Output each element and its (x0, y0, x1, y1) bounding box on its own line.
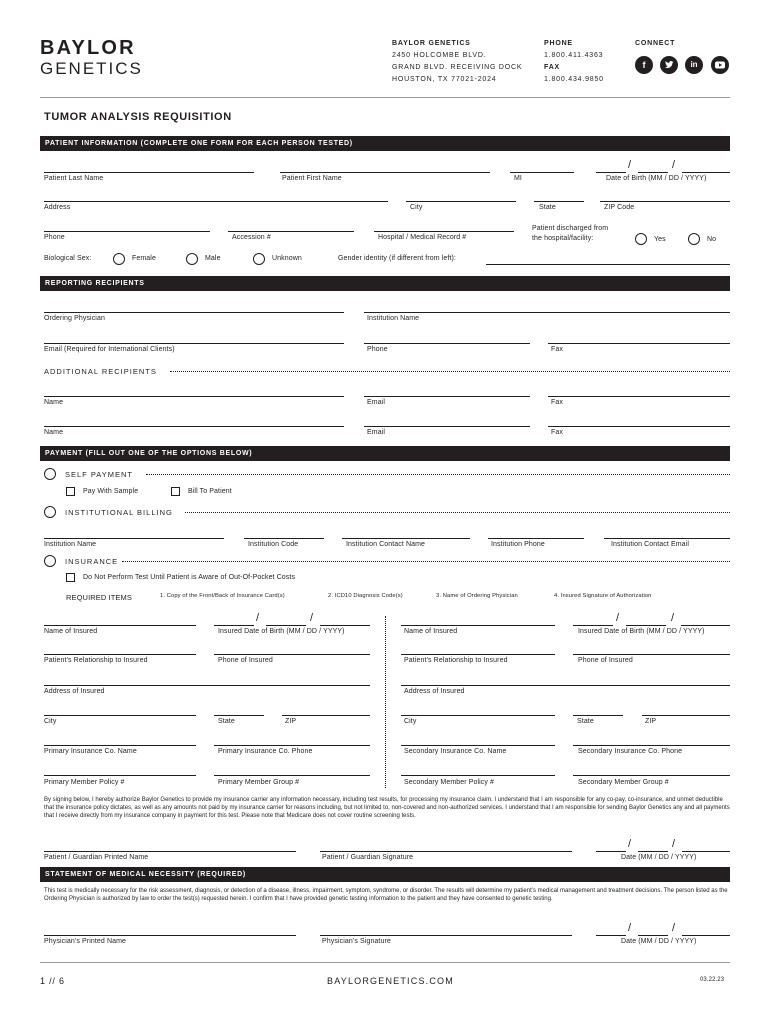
dob-dd-line[interactable] (638, 172, 668, 173)
first-name-label: Patient First Name (282, 175, 342, 182)
facebook-icon[interactable]: f (635, 56, 653, 74)
discharged-no-radio[interactable] (688, 233, 700, 245)
insurance-dots (122, 561, 730, 562)
add-email-2-label: Email (367, 429, 386, 436)
hospital-record-label: Hospital / Medical Record # (378, 234, 467, 241)
secondary-co-name-line[interactable] (401, 745, 555, 746)
s-zip-line[interactable] (642, 715, 730, 716)
p-state-line[interactable] (214, 715, 264, 716)
inst-phone-label: Institution Phone (491, 541, 545, 548)
address-line2: GRAND BLVD. RECEIVING DOCK (392, 64, 523, 71)
p-insured-dob-label: Insured Date of Birth (MM / DD / YYYY) (218, 628, 345, 635)
connect-title: CONNECT (635, 40, 676, 47)
last-name-line[interactable] (44, 172, 254, 173)
required-item-3: 3. Name of Ordering Physician (436, 593, 518, 599)
physician-sig-line[interactable] (320, 935, 572, 936)
reporting-fax-line[interactable] (548, 343, 730, 344)
brand-logo-line1: BAYLOR (40, 37, 136, 59)
secondary-group-line[interactable] (573, 775, 730, 776)
date-slash: / (628, 922, 632, 934)
institution-name-label: Institution Name (367, 315, 420, 322)
female-radio[interactable] (113, 253, 125, 265)
dob-label: Date of Birth (MM / DD / YYYY) (606, 175, 707, 182)
brand-logo-line2: GENETICS (40, 59, 143, 78)
form-title: TUMOR ANALYSIS REQUISITION (44, 111, 232, 123)
inst-email-line[interactable] (604, 538, 730, 539)
male-label: Male (205, 255, 221, 262)
s-insured-dob-mm-line[interactable] (573, 625, 613, 626)
p-insured-dob-dd-line[interactable] (266, 625, 306, 626)
add-fax-1-label: Fax (551, 399, 563, 406)
dob-mm-line[interactable] (596, 172, 626, 173)
primary-group-line[interactable] (214, 775, 370, 776)
patient-section-header: PATIENT INFORMATION (COMPLETE ONE FORM FOR EACH PERSON TESTED) (40, 136, 730, 151)
s-insured-dob-dd-line[interactable] (626, 625, 666, 626)
guardian-date-mm-line[interactable] (596, 851, 626, 852)
male-radio[interactable] (186, 253, 198, 265)
female-label: Female (132, 255, 156, 262)
address-block (392, 38, 522, 86)
gender-identity-line[interactable] (486, 264, 730, 265)
institutional-billing-label: INSTITUTIONAL BILLING (65, 508, 173, 517)
insurance-radio[interactable] (44, 555, 56, 567)
guardian-name-line[interactable] (44, 851, 296, 852)
s-relationship-label: Patient’s Relationship to Insured (404, 657, 508, 664)
primary-co-name-line[interactable] (44, 745, 196, 746)
email-intl-line[interactable] (44, 343, 344, 344)
required-item-4: 4. Insured Signature of Authorization (554, 593, 652, 599)
guardian-sig-label: Patient / Guardian Signature (322, 854, 414, 861)
p-dob-slash: / (310, 612, 314, 624)
required-item-1: 1. Copy of the Front/Back of Insurance Card(s) (160, 593, 285, 599)
inst-contact-label: Institution Contact Name (346, 541, 426, 548)
address-label: Address (44, 204, 71, 211)
add-email-1-line[interactable] (364, 396, 530, 397)
inst-contact-line[interactable] (342, 538, 470, 539)
self-payment-dots (146, 474, 730, 475)
inst-name-line[interactable] (44, 538, 224, 539)
zip-line[interactable] (600, 201, 730, 202)
accession-label: Accession # (232, 234, 271, 241)
phone-block (544, 38, 604, 86)
p-relationship-label: Patient’s Relationship to Insured (44, 657, 148, 664)
date-slash: / (628, 838, 632, 850)
do-not-perform-label: Do Not Perform Test Until Patient is Aware of Out-Of-Pocket Costs (83, 574, 296, 581)
secondary-co-phone-line[interactable] (573, 745, 730, 746)
ordering-physician-line[interactable] (44, 312, 344, 313)
phone-number: 1.800.411.4363 (544, 52, 604, 59)
city-label: City (410, 204, 423, 211)
physician-name-line[interactable] (44, 935, 296, 936)
fax-number: 1.800.434.9850 (544, 76, 604, 83)
accession-line[interactable] (228, 231, 354, 232)
guardian-name-label: Patient / Guardian Printed Name (44, 854, 149, 861)
no-label: No (707, 236, 717, 243)
p-phone-insured-label: Phone of Insured (218, 657, 273, 664)
p-name-insured-label: Name of Insured (44, 628, 98, 635)
add-name-2-label: Name (44, 429, 64, 436)
necessity-section-header: STATEMENT OF MEDICAL NECESSITY (REQUIRED) (40, 867, 730, 882)
p-state-label: State (218, 718, 235, 725)
secondary-policy-line[interactable] (401, 775, 555, 776)
unknown-label: Unknown (272, 255, 302, 262)
add-fax-2-line[interactable] (548, 426, 730, 427)
p-relationship-line[interactable] (44, 654, 196, 655)
add-name-1-line[interactable] (44, 396, 344, 397)
hospital-record-line[interactable] (374, 231, 514, 232)
reporting-section-header: REPORTING RECIPIENTS (40, 276, 730, 291)
additional-dots (170, 371, 730, 372)
header-divider (40, 97, 730, 98)
add-name-1-label: Name (44, 399, 64, 406)
secondary-co-phone-label: Secondary Insurance Co. Phone (578, 748, 683, 755)
inst-email-label: Institution Contact Email (611, 541, 689, 548)
phone-label: Phone (44, 234, 65, 241)
mi-label: MI (514, 175, 522, 182)
do-not-perform-checkbox[interactable] (66, 573, 75, 582)
discharged-label-2: the hospital/facility: (532, 235, 594, 242)
page-number: 1 // 6 (40, 976, 65, 986)
p-address-insured-line[interactable] (44, 685, 370, 686)
dob-yyyy-line[interactable] (682, 172, 730, 173)
physician-sig-label: Physician’s Signature (322, 938, 391, 945)
p-city-line[interactable] (44, 715, 196, 716)
necessity-text: This test is medically necessary for the risk assessment, diagnosis, or detection of a disease, illness, impairment, symptom, syndrome, or disorder. The results will determine my patient’s medical management and treatment decisions. The person listed as the Ordering Physician is authorized by law to order the test(s) requested herein. I confirm that I have provided genetic testing information to the patient and they have consented to genetic testing. (44, 888, 728, 902)
p-zip-label: ZIP (285, 718, 297, 725)
dob-slash: / (628, 159, 632, 171)
guardian-date-yyyy-line[interactable] (682, 851, 730, 852)
primary-group-label: Primary Member Group # (218, 779, 300, 786)
p-city-label: City (44, 718, 57, 725)
physician-date-dd-line[interactable] (638, 935, 668, 936)
date-slash: / (672, 922, 676, 934)
last-name-label: Patient Last Name (44, 175, 104, 182)
s-address-insured-line[interactable] (401, 685, 730, 686)
add-email-2-line[interactable] (364, 426, 530, 427)
secondary-group-label: Secondary Member Group # (578, 779, 669, 786)
address-line3: HOUSTON, TX 77021-2024 (392, 76, 497, 83)
discharged-label-1: Patient discharged from (532, 225, 609, 232)
s-dob-slash: / (671, 612, 675, 624)
first-name-line[interactable] (280, 172, 490, 173)
self-payment-radio[interactable] (44, 468, 56, 480)
insurance-column-divider (385, 616, 386, 788)
s-insured-dob-yyyy-line[interactable] (681, 625, 730, 626)
p-zip-line[interactable] (282, 715, 370, 716)
inst-code-label: Institution Code (248, 541, 299, 548)
s-state-line[interactable] (573, 715, 623, 716)
dob-slash: / (672, 159, 676, 171)
secondary-policy-label: Secondary Member Policy # (404, 779, 495, 786)
address-title: BAYLOR GENETICS (392, 40, 471, 47)
s-name-insured-line[interactable] (401, 625, 555, 626)
guardian-date-label: Date (MM / DD / YYYY) (621, 854, 697, 861)
state-label: State (539, 204, 556, 211)
institutional-billing-radio[interactable] (44, 506, 56, 518)
fax-title: FAX (544, 64, 561, 71)
authorization-text: By signing below, I hereby authorize Baylor Genetics to provide my insurance carrier any information necessary, including test results, for processing my insurance claim. I understand that I am responsible for any co-pay, co-insurance, and unmet deductible that the insurance policy dictates, as well as any amounts not paid by my insurance carrier for reasons including, but not limited to, non-covered and non-authorized services. I understand that I am responsible for sending Baylor Genetics any and all payments that I receive directly from my insurance company in payment for this test. Please note that Medicare does not cover routine screening tests. (44, 797, 730, 819)
address-line1: 2450 HOLCOMBE BLVD. (392, 52, 487, 59)
primary-co-name-label: Primary Insurance Co. Name (44, 748, 137, 755)
s-city-line[interactable] (401, 715, 555, 716)
inst-code-line[interactable] (244, 538, 324, 539)
phone-title: PHONE (544, 40, 573, 47)
footer-divider (40, 962, 730, 963)
unknown-radio[interactable] (253, 253, 265, 265)
s-name-insured-label: Name of Insured (404, 628, 458, 635)
required-item-2: 2. ICD10 Diagnosis Code(s) (328, 593, 403, 599)
mi-line[interactable] (510, 172, 574, 173)
payment-section-header: PAYMENT (FILL OUT ONE OF THE OPTIONS BELOW) (40, 446, 730, 461)
secondary-co-name-label: Secondary Insurance Co. Name (404, 748, 507, 755)
reporting-phone-line[interactable] (364, 343, 530, 344)
add-email-1-label: Email (367, 399, 386, 406)
s-relationship-line[interactable] (401, 654, 555, 655)
address-line[interactable] (44, 201, 388, 202)
phone-line[interactable] (44, 231, 210, 232)
yes-label: Yes (654, 236, 666, 243)
add-fax-2-label: Fax (551, 429, 563, 436)
s-city-label: City (404, 718, 417, 725)
bill-to-patient-checkbox[interactable] (171, 487, 180, 496)
add-fax-1-line[interactable] (548, 396, 730, 397)
primary-co-phone-label: Primary Insurance Co. Phone (218, 748, 313, 755)
physician-date-mm-line[interactable] (596, 935, 626, 936)
gender-identity-label: Gender identity (if different from left): (338, 255, 456, 262)
p-insured-dob-yyyy-line[interactable] (320, 625, 370, 626)
ordering-physician-label: Ordering Physician (44, 315, 105, 322)
linkedin-icon[interactable]: in (685, 56, 703, 74)
bill-to-patient-label: Bill To Patient (188, 488, 232, 495)
s-insured-dob-label: Insured Date of Birth (MM / DD / YYYY) (578, 628, 705, 635)
add-name-2-line[interactable] (44, 426, 344, 427)
guardian-sig-line[interactable] (320, 851, 572, 852)
primary-policy-line[interactable] (44, 775, 196, 776)
physician-date-yyyy-line[interactable] (682, 935, 730, 936)
pay-with-sample-checkbox[interactable] (66, 487, 75, 496)
state-line[interactable] (534, 201, 584, 202)
discharged-yes-radio[interactable] (635, 233, 647, 245)
s-state-label: State (577, 718, 594, 725)
reporting-phone-label: Phone (367, 346, 388, 353)
email-intl-label: Email (Required for International Clients) (44, 346, 175, 353)
s-phone-insured-label: Phone of Insured (578, 657, 633, 664)
inst-phone-line[interactable] (488, 538, 584, 539)
institution-name-line[interactable] (364, 312, 730, 313)
additional-recipients-label: ADDITIONAL RECIPIENTS (44, 367, 157, 376)
inst-name-label: Institution Name (44, 541, 97, 548)
p-address-insured-label: Address of Insured (44, 688, 105, 695)
p-insured-dob-mm-line[interactable] (214, 625, 254, 626)
s-phone-insured-line[interactable] (573, 654, 730, 655)
form-version: 03.22.23 (700, 977, 725, 983)
p-dob-slash: / (256, 612, 260, 624)
reporting-fax-label: Fax (551, 346, 563, 353)
pay-with-sample-label: Pay With Sample (83, 488, 139, 495)
date-slash: / (672, 838, 676, 850)
physician-name-label: Physician’s Printed Name (44, 938, 127, 945)
city-line[interactable] (406, 201, 516, 202)
youtube-icon[interactable] (711, 56, 729, 74)
primary-co-phone-line[interactable] (214, 745, 370, 746)
zip-label: ZIP Code (604, 204, 635, 211)
guardian-date-dd-line[interactable] (638, 851, 668, 852)
institutional-dots (185, 512, 730, 513)
s-zip-label: ZIP (645, 718, 657, 725)
self-payment-label: SELF PAYMENT (65, 470, 133, 479)
p-name-insured-line[interactable] (44, 625, 196, 626)
bio-sex-label: Biological Sex: (44, 255, 92, 262)
primary-policy-label: Primary Member Policy # (44, 779, 125, 786)
p-phone-insured-line[interactable] (214, 654, 370, 655)
s-dob-slash: / (616, 612, 620, 624)
s-address-insured-label: Address of Insured (404, 688, 465, 695)
twitter-icon[interactable] (660, 56, 678, 74)
required-items-label: REQUIRED ITEMS (66, 593, 132, 602)
insurance-label: INSURANCE (65, 557, 119, 566)
footer-website[interactable]: BAYLORGENETICS.COM (327, 976, 454, 986)
physician-date-label: Date (MM / DD / YYYY) (621, 938, 697, 945)
